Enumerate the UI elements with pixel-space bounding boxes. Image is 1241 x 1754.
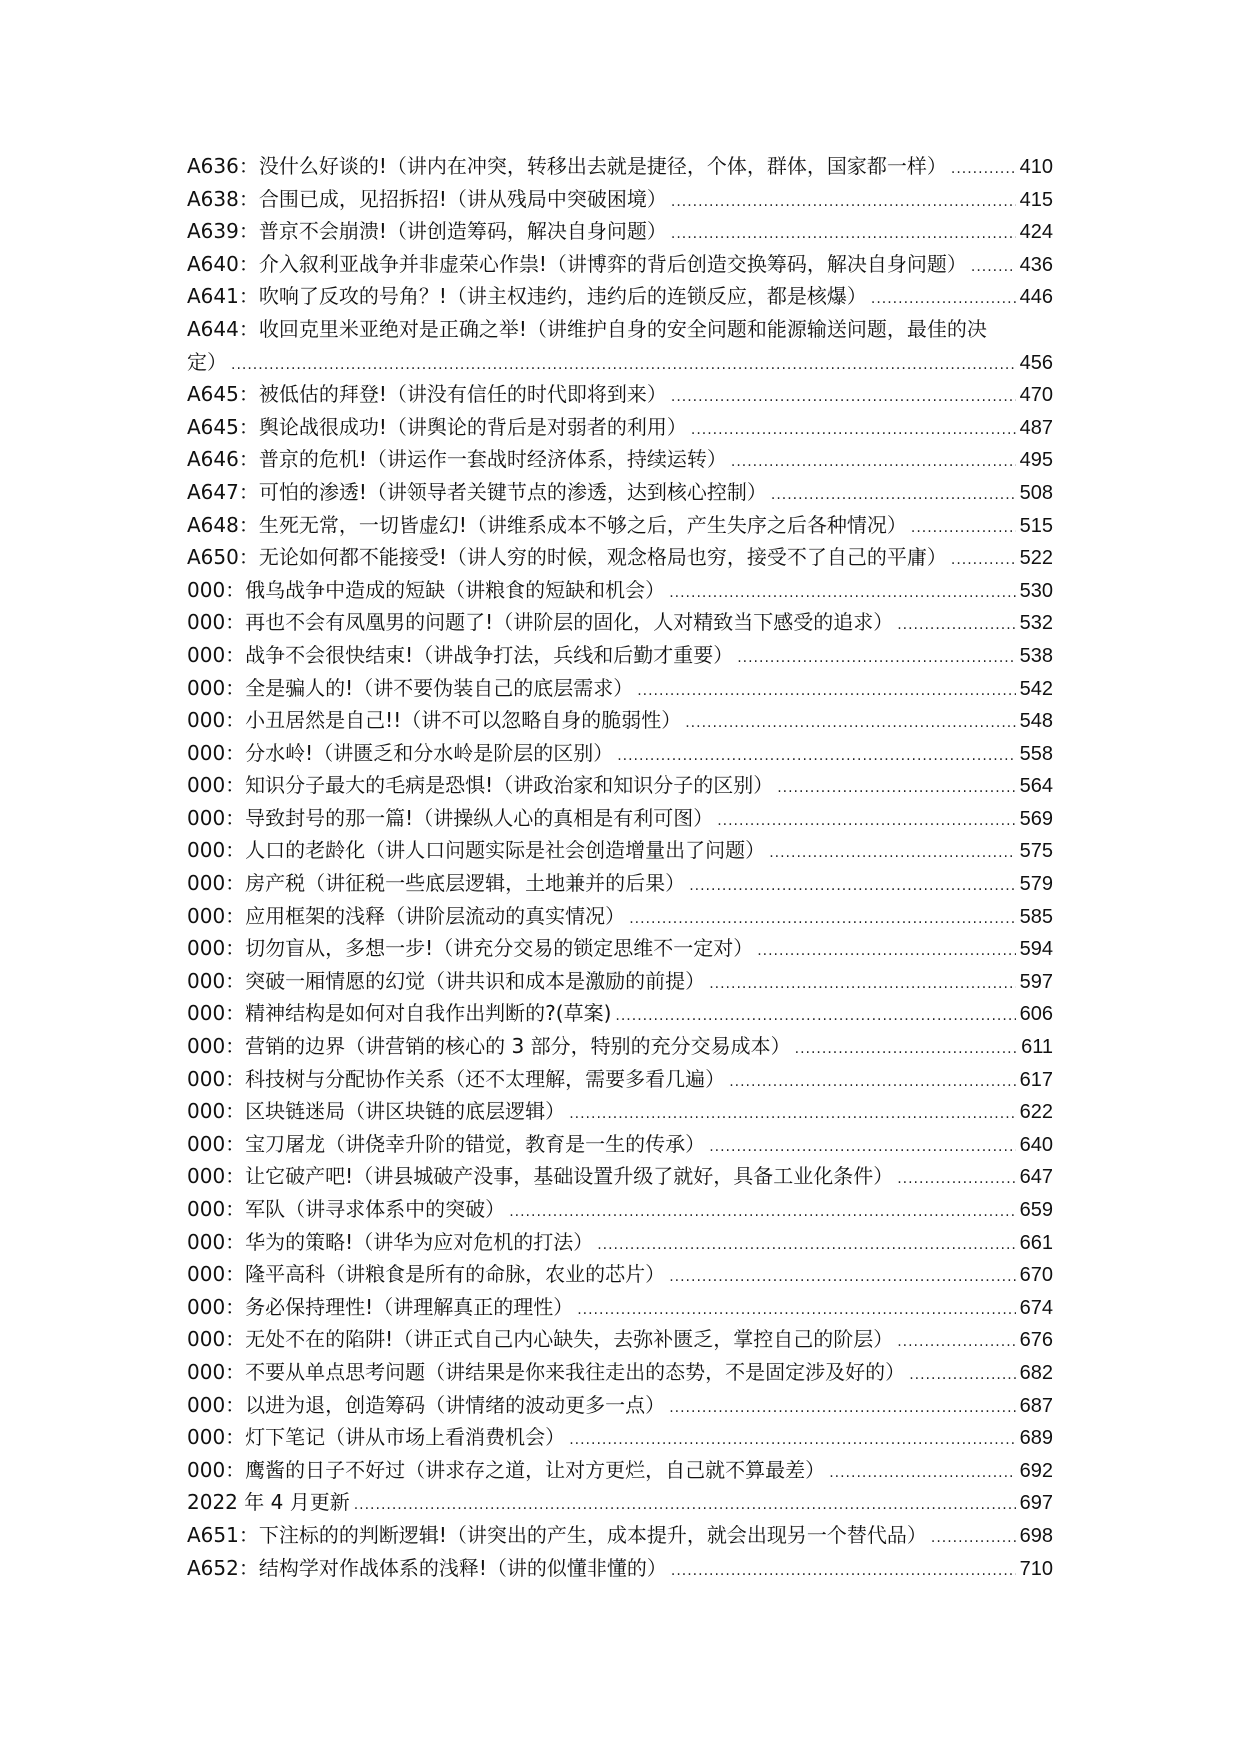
- toc-entry-title: 000：营销的边界（讲营销的核心的 3 部分，特别的充分交易成本）: [187, 1034, 791, 1059]
- toc-page-number: 682: [1019, 1361, 1053, 1384]
- toc-entry-title: 000：灯下笔记（讲从市场上看消费机会）: [187, 1425, 566, 1450]
- toc-page-number: 530: [1019, 579, 1053, 602]
- toc-dot-leader: [717, 805, 1015, 838]
- toc-entry[interactable]: [187, 606, 1053, 639]
- toc-page-number: 594: [1019, 938, 1053, 961]
- toc-entry-title: A646：普京的危机!（讲运作一套战时经济体系，持续运转）: [187, 447, 727, 472]
- toc-entry-title: 000：以进为退，创造筹码（讲情绪的波动更多一点）: [187, 1392, 666, 1417]
- toc-dot-leader: [617, 740, 1015, 773]
- toc-dot-leader: [897, 1326, 1015, 1359]
- toc-entry-title: A641：吹响了反攻的号角？!（讲主权违约，违约后的连锁反应，都是核爆）: [187, 284, 867, 309]
- toc-entry-title: 000：战争不会很快结束!（讲战争打法，兵线和后勤才重要）: [187, 642, 734, 667]
- toc-page-number: 597: [1019, 970, 1053, 993]
- table-of-contents: [187, 150, 1053, 1584]
- toc-entry[interactable]: [187, 1160, 1053, 1193]
- toc-entry-title: 000：科技树与分配协作关系（还不太理解，需要多看几遍）: [187, 1066, 726, 1091]
- toc-entry-title: 000：突破一厢情愿的幻觉（讲共识和成本是激励的前提）: [187, 968, 706, 993]
- toc-page-number: 710: [1019, 1557, 1053, 1580]
- toc-entry-title: 000：俄乌战争中造成的短缺（讲粮食的短缺和机会）: [187, 577, 666, 602]
- toc-entry-title: A645：被低估的拜登!（讲没有信任的时代即将到来）: [187, 382, 667, 407]
- toc-dot-leader: [691, 414, 1016, 447]
- toc-page-number: 538: [1019, 644, 1053, 667]
- toc-entry-title: 000：人口的老龄化（讲人口问题实际是社会创造增量出了问题）: [187, 838, 766, 863]
- toc-entry[interactable]: [187, 183, 1053, 216]
- toc-entry[interactable]: [187, 900, 1053, 933]
- toc-page-number: 575: [1019, 840, 1053, 863]
- toc-dot-leader: [757, 935, 1015, 968]
- toc-entry-title: 000：精神结构是如何对自我作出判断的?(草案): [187, 1001, 612, 1026]
- toc-entry[interactable]: [187, 443, 1053, 476]
- toc-entry[interactable]: [187, 280, 1053, 313]
- toc-entry[interactable]: [187, 639, 1053, 672]
- toc-entry-title: 000：小丑居然是自己!!（讲不可以忽略自身的脆弱性）: [187, 708, 682, 733]
- toc-entry-title: A647：可怕的渗透!（讲领导者关键节点的渗透，达到核心控制）: [187, 479, 767, 504]
- toc-dot-leader: [709, 968, 1015, 1001]
- toc-page-number: 542: [1019, 677, 1053, 700]
- toc-page-number: 585: [1019, 905, 1053, 928]
- toc-entry[interactable]: [187, 997, 1053, 1030]
- toc-page-number: 647: [1019, 1166, 1053, 1189]
- toc-entry-title: 000：导致封号的那一篇!（讲操纵人心的真相是有利可图）: [187, 805, 714, 830]
- toc-dot-leader: [911, 512, 1016, 545]
- toc-entry[interactable]: [187, 1095, 1053, 1128]
- toc-page-number: 670: [1019, 1264, 1053, 1287]
- toc-page-number: 697: [1019, 1492, 1053, 1515]
- toc-dot-leader: [897, 609, 1015, 642]
- toc-dot-leader: [777, 772, 1015, 805]
- toc-page-number: 622: [1019, 1101, 1053, 1124]
- toc-dot-leader: [671, 186, 1016, 219]
- toc-entry-title: 000：切勿盲从，多想一步!（讲充分交易的锁定思维不一定对）: [187, 936, 754, 961]
- toc-dot-leader: [951, 153, 1016, 186]
- toc-dot-leader: [897, 1163, 1015, 1196]
- toc-entry[interactable]: [187, 574, 1053, 607]
- toc-entry-title: 000：不要从单点思考问题（讲结果是你来我往走出的态势，不是固定涉及好的）: [187, 1359, 906, 1384]
- toc-entry[interactable]: [187, 1323, 1053, 1356]
- toc-dot-leader: [737, 642, 1015, 675]
- toc-page-number: 487: [1019, 416, 1053, 439]
- toc-entry[interactable]: [187, 541, 1053, 574]
- toc-dot-leader: [689, 870, 1015, 903]
- toc-entry[interactable]: [187, 378, 1053, 411]
- toc-entry-title: A640：介入叙利亚战争并非虚荣心作祟!（讲博弈的背后创造交换筹码，解决自身问题）: [187, 251, 967, 276]
- toc-entry-title: A652：结构学对作战体系的浅释!（讲的似懂非懂的）: [187, 1555, 667, 1580]
- toc-entry-title: 2022 年 4 月更新: [187, 1490, 350, 1515]
- toc-page-number: 548: [1019, 710, 1053, 733]
- toc-dot-leader: [569, 1098, 1015, 1131]
- toc-page-number: 532: [1019, 612, 1053, 635]
- toc-entry-title: 000：军队（讲寻求体系中的突破）: [187, 1197, 506, 1221]
- toc-entry-title: 000：全是骗人的!（讲不要伪装自己的底层需求）: [187, 675, 634, 700]
- toc-entry-title: 000：隆平高科（讲粮食是所有的命脉，农业的芯片）: [187, 1262, 666, 1287]
- toc-page-number: 415: [1019, 188, 1053, 211]
- toc-entry[interactable]: [187, 215, 1053, 248]
- toc-dot-leader: [615, 1000, 1015, 1033]
- toc-dot-leader: [637, 675, 1015, 708]
- toc-page-number: 674: [1019, 1296, 1053, 1319]
- toc-entry-title: A651：下注标的的判断逻辑!（讲突出的产生，成本提升，就会出现另一个替代品）: [187, 1522, 927, 1547]
- toc-page-number: 508: [1019, 481, 1053, 504]
- toc-page-number: 659: [1019, 1199, 1053, 1221]
- toc-entry-title: 000：分水岭!（讲匮乏和分水岭是阶层的区别）: [187, 740, 614, 765]
- toc-entry-title: 000：再也不会有凤凰男的问题了!（讲阶层的固化，人对精致当下感受的追求）: [187, 610, 894, 635]
- toc-entry[interactable]: [187, 704, 1053, 737]
- toc-page-number: 698: [1019, 1524, 1053, 1547]
- toc-page-number: 569: [1019, 807, 1053, 830]
- toc-entry[interactable]: [187, 867, 1053, 900]
- toc-dot-leader: [829, 1457, 1015, 1490]
- toc-dot-leader: [577, 1294, 1015, 1327]
- toc-entry-title: A645：舆论战很成功!（讲舆论的背后是对弱者的利用）: [187, 414, 687, 439]
- toc-dot-leader: [709, 1131, 1015, 1164]
- toc-entry[interactable]: [187, 1454, 1053, 1487]
- toc-entry[interactable]: [187, 672, 1053, 705]
- toc-entry[interactable]: [187, 965, 1053, 998]
- toc-entry[interactable]: [187, 1258, 1053, 1291]
- toc-dot-leader: [629, 903, 1015, 936]
- toc-dot-leader: [769, 837, 1015, 870]
- toc-page-number: 692: [1019, 1459, 1053, 1482]
- toc-dot-leader: [671, 1555, 1016, 1588]
- toc-entry[interactable]: [187, 1356, 1053, 1389]
- toc-entry-title: A638：合围已成，见招拆招!（讲从残局中突破困境）: [187, 186, 667, 211]
- toc-page-number: 661: [1019, 1231, 1053, 1254]
- toc-dot-leader: [951, 544, 1016, 577]
- toc-entry[interactable]: [187, 1389, 1053, 1422]
- toc-page-number: 564: [1019, 775, 1053, 798]
- toc-entry-title: A644：收回克里米亚绝对是正确之举!（讲维护自身的安全问题和能源输送问题，最佳的决: [187, 316, 987, 341]
- toc-dot-leader: [971, 251, 1016, 284]
- toc-page-number: 522: [1019, 547, 1053, 570]
- toc-dot-leader: [729, 1066, 1015, 1099]
- toc-entry-title: 000：务必保持理性!（讲理解真正的理性）: [187, 1294, 574, 1319]
- toc-entry[interactable]: [187, 1030, 1053, 1063]
- toc-page-number: 617: [1019, 1068, 1053, 1091]
- toc-entry[interactable]: [187, 1421, 1053, 1454]
- toc-entry-title: A650：无论如何都不能接受!（讲人穷的时候，观念格局也穷，接受不了自己的平庸）: [187, 545, 947, 570]
- toc-page-number: 611: [1021, 1036, 1053, 1059]
- toc-entry-title: A639：普京不会崩溃!（讲创造筹码，解决自身问题）: [187, 219, 667, 244]
- toc-entry[interactable]: [187, 769, 1053, 802]
- toc-page-number: 436: [1019, 253, 1053, 276]
- toc-entry[interactable]: [187, 509, 1053, 542]
- toc-page-number: 606: [1019, 1003, 1053, 1026]
- toc-dot-leader: [509, 1196, 1015, 1229]
- toc-entry[interactable]: [187, 313, 1053, 346]
- toc-entry[interactable]: [187, 150, 1053, 183]
- toc-page-number: 410: [1019, 156, 1053, 178]
- toc-dot-leader: [354, 1489, 1016, 1522]
- toc-page-number: 424: [1019, 221, 1053, 244]
- toc-entry[interactable]: [187, 476, 1053, 509]
- toc-entry[interactable]: [187, 802, 1053, 835]
- toc-entry[interactable]: [187, 1128, 1053, 1161]
- toc-dot-leader: [669, 577, 1015, 610]
- toc-entry-title: 000：宝刀屠龙（讲侥幸升阶的错觉，教育是一生的传承）: [187, 1131, 706, 1156]
- toc-entry[interactable]: [187, 1226, 1053, 1259]
- toc-entry-title: 000：知识分子最大的毛病是恐惧!（讲政治家和知识分子的区别）: [187, 773, 774, 798]
- toc-entry-title: A636：没什么好谈的!（讲内在冲突，转移出去就是捷径，个体，群体，国家都一样）: [187, 154, 947, 178]
- toc-entry[interactable]: [187, 1552, 1053, 1585]
- toc-entry[interactable]: [187, 932, 1053, 965]
- toc-page-number: 640: [1019, 1133, 1053, 1156]
- toc-dot-leader: [771, 479, 1016, 512]
- toc-dot-leader: [731, 446, 1016, 479]
- toc-dot-leader: [669, 1392, 1015, 1425]
- toc-dot-leader: [669, 1261, 1015, 1294]
- toc-page-number: 689: [1019, 1427, 1053, 1450]
- toc-entry-title: 000：让它破产吧!（讲县城破产没事，基础设置升级了就好，具备工业化条件）: [187, 1164, 894, 1189]
- toc-dot-leader: [931, 1522, 1016, 1555]
- toc-entry-title: 000：区块链迷局（讲区块链的底层逻辑）: [187, 1099, 566, 1124]
- toc-page-number: 558: [1019, 742, 1053, 765]
- toc-entry-title: 000：无处不在的陷阱!（讲正式自己内心缺失，去弥补匮乏，掌控自己的阶层）: [187, 1327, 894, 1352]
- toc-page-number: 687: [1019, 1394, 1053, 1417]
- toc-page-number: 446: [1019, 286, 1053, 309]
- toc-dot-leader: [795, 1033, 1017, 1066]
- toc-page-number: 470: [1019, 384, 1053, 407]
- toc-page-number: 515: [1019, 514, 1053, 537]
- toc-entry-title: 000：华为的策略!（讲华为应对危机的打法）: [187, 1229, 594, 1254]
- toc-entry[interactable]: [187, 411, 1053, 444]
- toc-page-number: 456: [1019, 351, 1053, 374]
- toc-page-number: 495: [1019, 449, 1053, 472]
- toc-dot-leader: [671, 218, 1016, 251]
- toc-dot-leader: [569, 1424, 1015, 1457]
- toc-entry[interactable]: [187, 1193, 1053, 1226]
- toc-entry[interactable]: [187, 834, 1053, 867]
- toc-entry-title: 000：鹰酱的日子不好过（讲求存之道，让对方更烂，自己就不算最差）: [187, 1457, 826, 1482]
- toc-entry[interactable]: [187, 1063, 1053, 1096]
- toc-dot-leader: [909, 1359, 1015, 1392]
- toc-dot-leader: [597, 1229, 1015, 1262]
- toc-dot-leader: [871, 283, 1016, 316]
- toc-entry-title: 定）: [187, 349, 227, 374]
- toc-entry-title: 000：房产税（讲征税一些底层逻辑，土地兼并的后果）: [187, 871, 686, 896]
- toc-entry[interactable]: [187, 1519, 1053, 1552]
- toc-entry[interactable]: [187, 346, 1053, 379]
- toc-entry-title: 000：应用框架的浅释（讲阶层流动的真实情况）: [187, 903, 626, 928]
- toc-dot-leader: [685, 707, 1015, 740]
- toc-dot-leader: [231, 349, 1016, 382]
- toc-entry[interactable]: [187, 1291, 1053, 1324]
- toc-entry[interactable]: [187, 1486, 1053, 1519]
- toc-entry[interactable]: [187, 737, 1053, 770]
- toc-page-number: 676: [1019, 1329, 1053, 1352]
- toc-page-number: 579: [1019, 873, 1053, 896]
- toc-entry-title: A648：生死无常，一切皆虚幻!（讲维系成本不够之后，产生失序之后各种情况）: [187, 512, 907, 537]
- toc-dot-leader: [671, 381, 1016, 414]
- toc-entry[interactable]: [187, 248, 1053, 281]
